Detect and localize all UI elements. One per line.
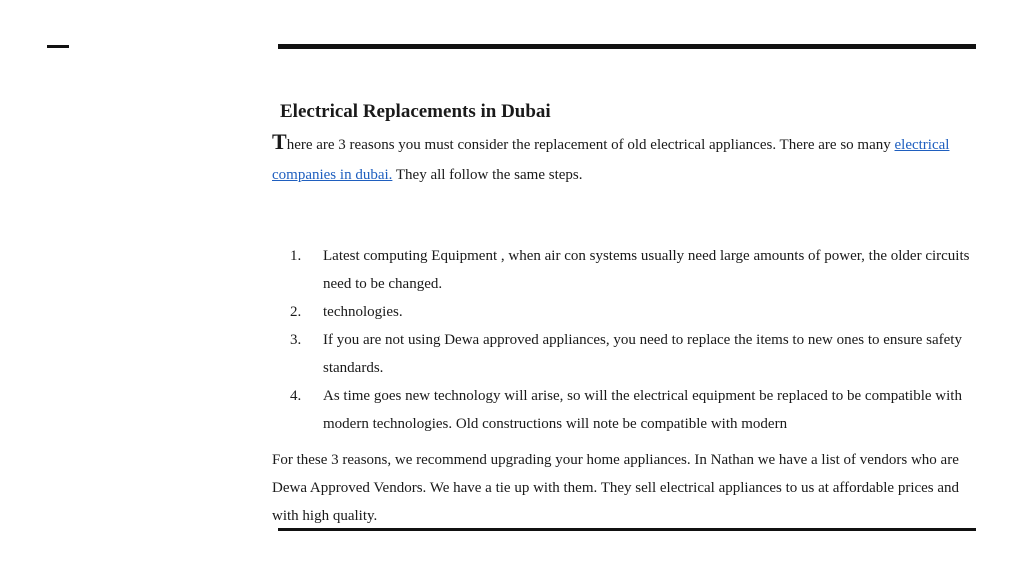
corner-dash — [47, 45, 69, 48]
bottom-rule — [278, 528, 976, 531]
closing-paragraph: For these 3 reasons, we recommend upgrading your home appliances. In Nathan we have a list of vendors who are Dewa Approved Vendors. We have a tie up with them. They sell electrical appliances to us at affordable prices and with high quality. — [272, 452, 960, 524]
article — [272, 98, 972, 530]
list-number: 2. — [290, 304, 302, 320]
intro-text: here are 3 reasons you must consider the replacement of old electrical appliances. There are so many — [286, 137, 895, 153]
list-number: 3. — [290, 332, 302, 348]
list-item — [272, 326, 972, 382]
intro-paragraph — [272, 130, 972, 190]
list-item — [272, 298, 972, 326]
list-item — [272, 382, 972, 438]
reasons-list — [272, 242, 972, 438]
list-item-text: If you are not using Dewa approved appliances, you need to replace the items to new ones to ensure safety standards. — [323, 332, 962, 376]
list-item-text: As time goes new technology will arise, so will the electrical equipment be replaced to be compatible with modern technologies. Old constructions will note be compatible with modern — [323, 388, 962, 432]
electrical-companies-link[interactable]: electrical companies in dubai. — [272, 137, 950, 183]
page-title: Electrical Replacements in Dubai — [280, 101, 551, 122]
top-rule — [278, 44, 976, 49]
list-item-text: Latest computing Equipment , when air con systems usually need large amounts of power, the older circuits need to be changed. — [323, 248, 970, 292]
intro-text-end: They all follow the same steps. — [392, 167, 583, 183]
list-item-text: technologies. — [323, 304, 403, 320]
list-number: 4. — [290, 388, 302, 404]
drop-cap: T — [272, 129, 287, 154]
list-number: 1. — [290, 248, 302, 264]
list-item — [272, 242, 972, 298]
